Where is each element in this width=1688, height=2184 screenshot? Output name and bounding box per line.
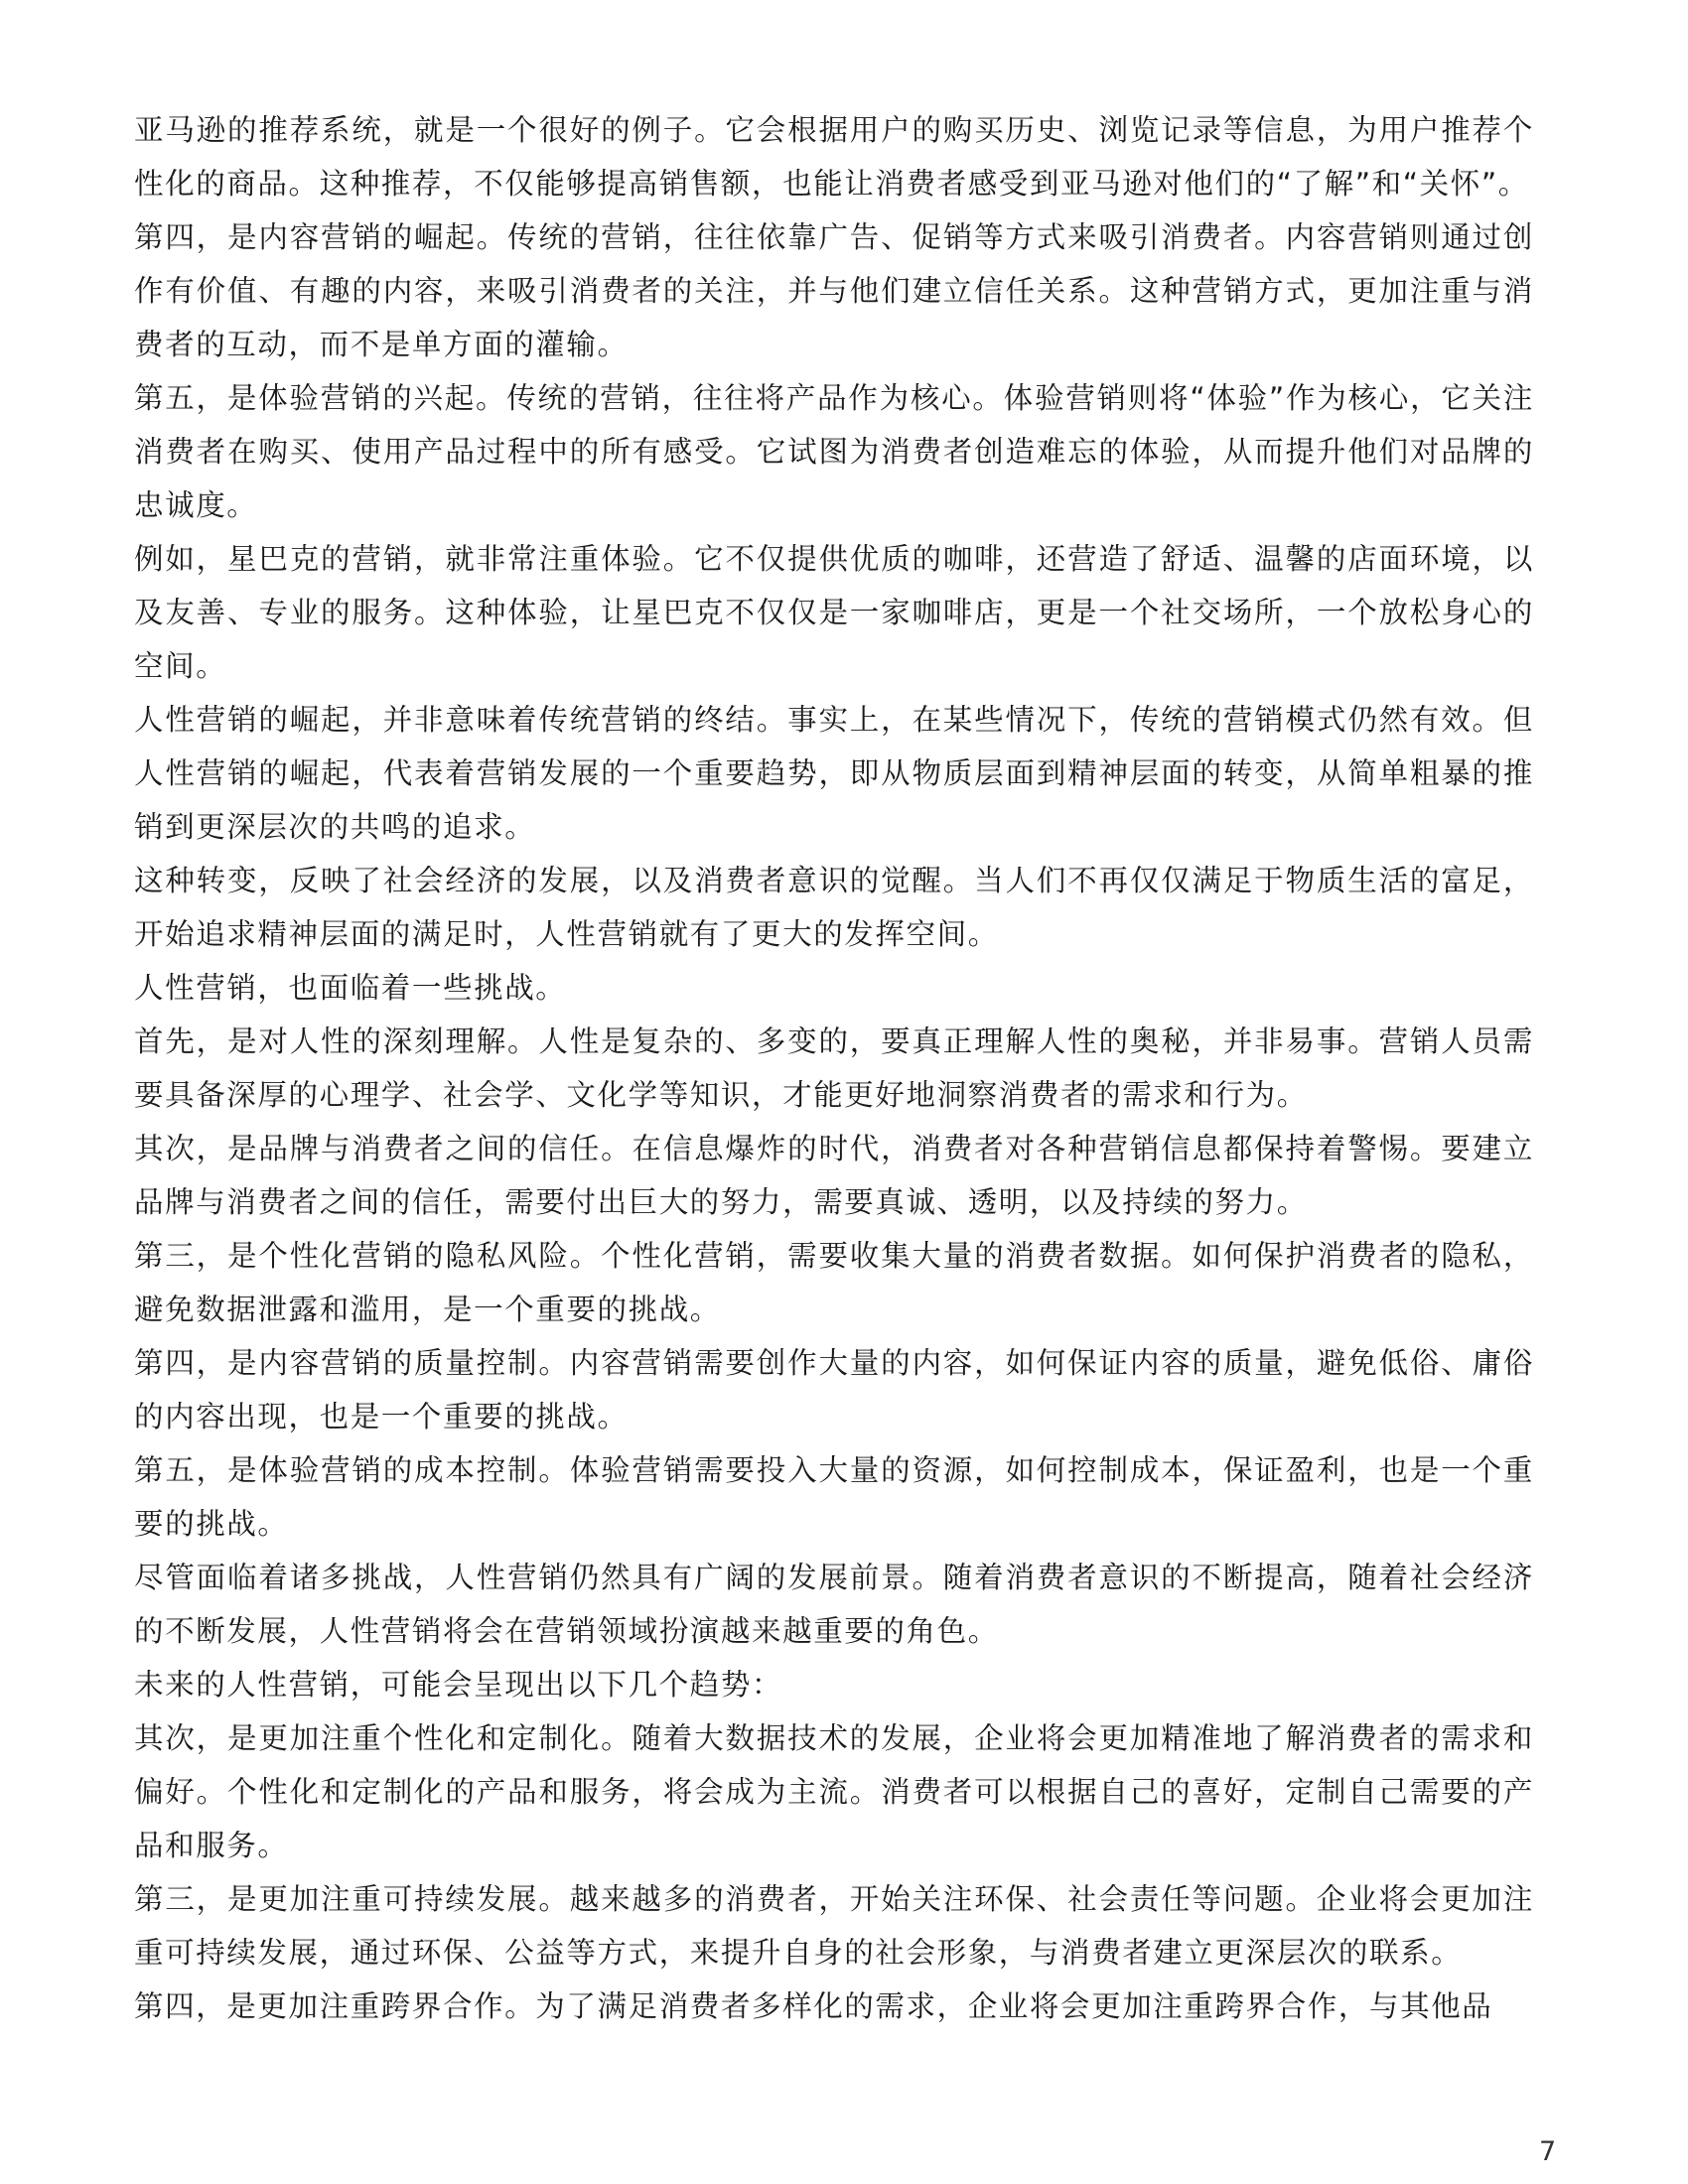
paragraph: 第五，是体验营销的兴起。传统的营销，往往将产品作为核心。体验营销则将“体验”作为核心，它关注消费者在购买、使用产品过程中的所有感受。它试图为消费者创造难忘的体验，从而提升他们对品牌的忠诚度。: [134, 381, 1534, 522]
paragraph: 第三，是个性化营销的隐私风险。个性化营销，需要收集大量的消费者数据。如何保护消费者的隐私，避免数据泄露和滥用，是一个重要的挑战。: [134, 1239, 1534, 1326]
paragraph: 尽管面临着诸多挑战，人性营销仍然具有广阔的发展前景。随着消费者意识的不断提高，随着社会经济的不断发展，人性营销将会在营销领域扮演越来越重要的角色。: [134, 1561, 1534, 1648]
paragraph: 第三，是更加注重可持续发展。越来越多的消费者，开始关注环保、社会责任等问题。企业将会更加注重可持续发展，通过环保、公益等方式，来提升自身的社会形象，与消费者建立更深层次的联系。: [134, 1882, 1534, 1970]
paragraph: 人性营销，也面临着一些挑战。: [134, 971, 567, 1005]
paragraph: 人性营销的崛起，并非意味着传统营销的终结。事实上，在某些情况下，传统的营销模式仍然有效。但人性营销的崛起，代表着营销发展的一个重要趋势，即从物质层面到精神层面的转变，从简单粗暴的推销到更深层次的共鸣的追求。: [134, 703, 1534, 844]
paragraph: 其次，是品牌与消费者之间的信任。在信息爆炸的时代，消费者对各种营销信息都保持着警惕。要建立品牌与消费者之间的信任，需要付出巨大的努力，需要真诚、透明，以及持续的努力。: [134, 1132, 1534, 1219]
paragraph: 第四，是更加注重跨界合作。为了满足消费者多样化的需求，企业将会更加注重跨界合作，与其他品: [134, 1989, 1493, 2023]
document-body: [134, 103, 1534, 2033]
paragraph: 这种转变，反映了社会经济的发展，以及消费者意识的觉醒。当人们不再仅仅满足于物质生活的富足，开始追求精神层面的满足时，人性营销就有了更大的发挥空间。: [134, 864, 1534, 951]
paragraph: 第四，是内容营销的质量控制。内容营销需要创作大量的内容，如何保证内容的质量，避免低俗、庸俗的内容出现，也是一个重要的挑战。: [134, 1346, 1534, 1433]
page-number: 7: [1539, 2136, 1557, 2167]
paragraph: 第五，是体验营销的成本控制。体验营销需要投入大量的资源，如何控制成本，保证盈利，也是一个重要的挑战。: [134, 1453, 1534, 1541]
paragraph: 亚马逊的推荐系统，就是一个很好的例子。它会根据用户的购买历史、浏览记录等信息，为用户推荐个性化的商品。这种推荐，不仅能够提高销售额，也能让消费者感受到亚马逊对他们的“了解”和“关怀”。: [134, 113, 1534, 201]
paragraph: 其次，是更加注重个性化和定制化。随着大数据技术的发展，企业将会更加精准地了解消费者的需求和偏好。个性化和定制化的产品和服务，将会成为主流。消费者可以根据自己的喜好，定制自己需要的产品和服务。: [134, 1721, 1534, 1862]
paragraph: 例如，星巴克的营销，就非常注重体验。它不仅提供优质的咖啡，还营造了舒适、温馨的店面环境，以及友善、专业的服务。这种体验，让星巴克不仅仅是一家咖啡店，更是一个社交场所，一个放松身心的空间。: [134, 542, 1534, 683]
paragraph: 首先，是对人性的深刻理解。人性是复杂的、多变的，要真正理解人性的奥秘，并非易事。营销人员需要具备深厚的心理学、社会学、文化学等知识，才能更好地洞察消费者的需求和行为。: [134, 1024, 1534, 1112]
paragraph: 第四，是内容营销的崛起。传统的营销，往往依靠广告、促销等方式来吸引消费者。内容营销则通过创作有价值、有趣的内容，来吸引消费者的关注，并与他们建立信任关系。这种营销方式，更加注重与消费者的互动，而不是单方面的灌输。: [134, 220, 1534, 361]
paragraph: 未来的人性营销，可能会呈现出以下几个趋势：: [134, 1668, 783, 1702]
